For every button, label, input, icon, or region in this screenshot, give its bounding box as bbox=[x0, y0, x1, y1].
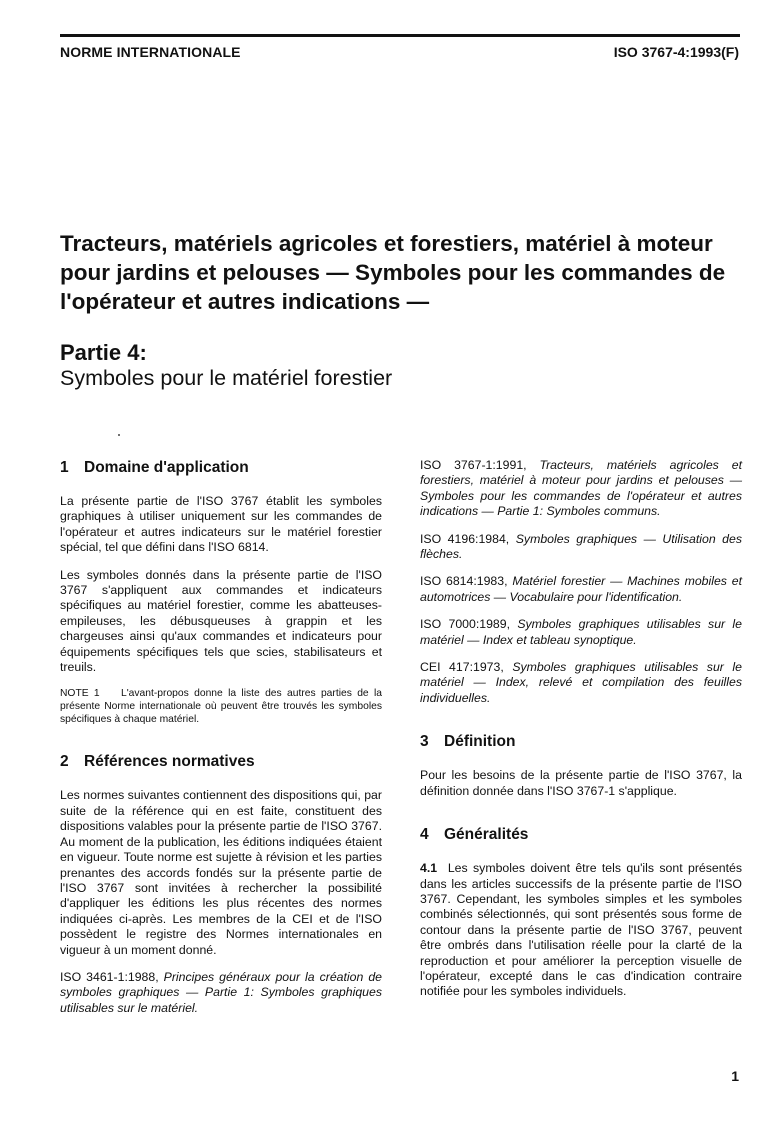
note-1: NOTE 1 L'avant-propos donne la liste des autres parties de la présente Norme internationale où peuvent être trouvés les symboles spécifiques à chaque matériel. bbox=[60, 688, 385, 726]
section-3-paragraph-1: Pour les besoins de la présente partie de l'ISO 3767, la définition donnée dans l'ISO 3767-1 s'applique. bbox=[420, 768, 742, 798]
reference-item bbox=[420, 617, 742, 648]
reference-title: Matériel forestier — Machines mobiles et automotrices — Vocabulaire pour l'identification. bbox=[420, 574, 743, 604]
page-number: 1 bbox=[731, 1068, 739, 1084]
reference-code: ISO 3461-1:1988, bbox=[60, 969, 164, 984]
section-1-paragraph-2: Les symboles donnés dans la présente partie de l'ISO 3767 s'appliquent aux commandes et indicateurs spécifiques au matériel forestier, comme les abatteuses-empileuses, les débusqueuses à grappin et les chargeuses ainsi qu'aux commandes et indicateurs pour équipements spécifiques tels que scies, stabilisateurs et treuils. bbox=[60, 567, 382, 675]
reference-code: ISO 6814:1983, bbox=[420, 574, 513, 589]
reference-title: Principes généraux pour la création de symboles graphiques — Partie 1: Symboles graphiques utilisables sur le matériel. bbox=[60, 969, 382, 1015]
section-number: 1 bbox=[60, 459, 69, 476]
section-number: 4 bbox=[420, 826, 429, 844]
section-2-heading bbox=[60, 752, 382, 772]
reference-item bbox=[420, 660, 742, 706]
section-1-heading bbox=[60, 458, 382, 478]
document-title: Tracteurs, matériels agricoles et forestiers, matériel à moteur pour jardins et pelouses — Symboles pour les commandes de l'opérateur et autres indications — bbox=[60, 231, 726, 314]
reference-item bbox=[420, 458, 742, 520]
part-label: Partie 4: bbox=[60, 340, 147, 365]
header-rule bbox=[60, 34, 740, 37]
reference-code: CEI 417:1973, bbox=[420, 660, 513, 675]
section-title: Définition bbox=[444, 733, 516, 751]
reference-item bbox=[420, 574, 742, 605]
subsection-text: Les symboles doivent être tels qu'ils sont présentés dans les articles successifs de la présente partie de l'ISO 3767. Cependant, les symboles simples et les symboles combinés sélectionnés, qui sont présentés sous forme de contour dans la présente partie de l'ISO 3767, peuvent être ombrés dans l'utilisation réelle pour la clarté de la reproduction et pour améliorer la perception visuelle de l'opérateur, excepté dans le cas d'indication contraire notifiée pour les symboles individuels. bbox=[420, 861, 742, 999]
reference-code: ISO 4196:1984, bbox=[420, 531, 516, 546]
section-title: Généralités bbox=[444, 826, 529, 844]
reference-title: Symboles graphiques utilisables sur le matériel — Index, relevé et compilation des feuilles individuelles. bbox=[420, 660, 742, 705]
section-2-paragraph-1: Les normes suivantes contiennent des dispositions qui, par suite de la référence qui en est faite, constituent des dispositions valables pour la présente partie de l'ISO 3767. Au moment de la publication, les éditions indiquées étaient en vigueur. Toute norme est sujette à révision et les parties prenantes des accords fondés sur la présente partie de l'ISO 3767 sont invitées à rechercher la possibilité d'appliquer les éditions les plus récentes des normes indiquées ci-après. Les membres de la CEI et de l'ISO possèdent le registre des Normes internationales en vigueur à un moment donné. bbox=[60, 788, 382, 957]
reference-title: Symboles graphiques utilisables sur le matériel — Index et tableau synoptique. bbox=[420, 617, 743, 647]
reference-item bbox=[60, 970, 382, 1016]
right-column bbox=[420, 458, 742, 1000]
reference-title: Tracteurs, matériels agricoles et forestiers, matériel à moteur pour jardins et pelouses — Symboles pour les commandes de l'opérateur et autres indications — Partie 1: Symboles communs. bbox=[420, 458, 742, 519]
section-number: 2 bbox=[60, 753, 69, 771]
section-title: Domaine d'application bbox=[84, 459, 249, 476]
section-4-heading bbox=[420, 825, 742, 845]
section-1-paragraph-1: La présente partie de l'ISO 3767 établit les symboles graphiques à utiliser uniquement sur les commandes de l'opérateur et autres indicateurs sur le matériel forestier spécial, tel que défini dans l'ISO 6814. bbox=[60, 494, 382, 555]
reference-code: ISO 3767-1:1991, bbox=[420, 458, 540, 472]
reference-title: Symboles graphiques — Utilisation des flèches. bbox=[420, 531, 743, 562]
section-4-1-paragraph bbox=[420, 861, 742, 1000]
header-standard-id: ISO 3767-4:1993(F) bbox=[613, 44, 739, 60]
section-number: 3 bbox=[420, 733, 429, 751]
section-title: Références normatives bbox=[84, 753, 255, 771]
reference-code: ISO 7000:1989, bbox=[420, 617, 518, 632]
reference-item bbox=[420, 532, 742, 563]
header-standard-type: NORME INTERNATIONALE bbox=[60, 44, 241, 60]
left-column bbox=[60, 458, 385, 1016]
part-title: Symboles pour le matériel forestier bbox=[60, 366, 393, 390]
section-3-heading bbox=[420, 732, 742, 752]
subsection-number: 4.1 bbox=[420, 861, 438, 876]
stray-dot bbox=[118, 434, 120, 436]
